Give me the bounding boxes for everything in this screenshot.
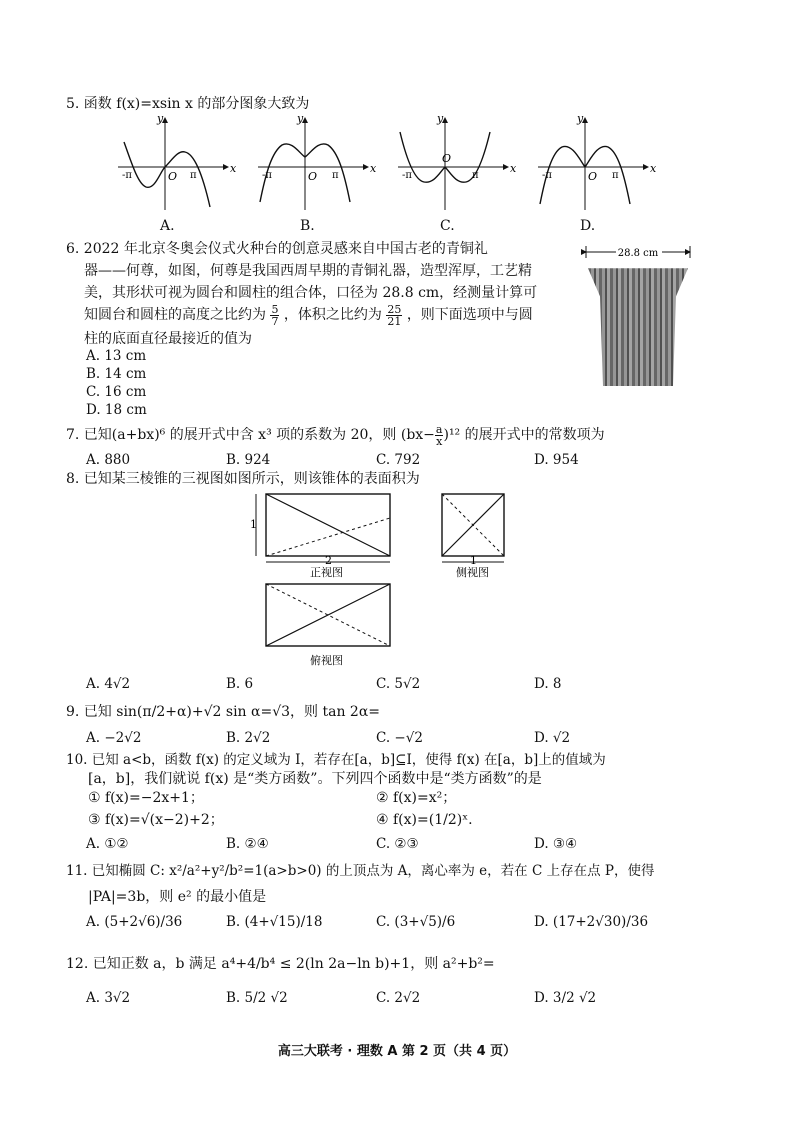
q6-line1: 6. 2022 年北京冬奥会仪式火种台的创意灵感来自中国古老的青铜礼 xyxy=(66,241,488,257)
q12-option-c[interactable]: C. 2√2 xyxy=(376,990,421,1006)
graph-c-label: C. xyxy=(440,218,455,234)
q8-three-views xyxy=(250,490,530,670)
q11-option-a[interactable]: A. (5+2√6)/36 xyxy=(86,914,183,930)
q9-option-b[interactable]: B. 2√2 xyxy=(226,730,271,746)
q7-stem xyxy=(66,420,605,450)
pi-label: π xyxy=(612,170,619,181)
q10-line2: [a，b]，我们就说 f(x) 是“类方函数”。下列四个函数中是“类方函数”的是 xyxy=(88,771,542,787)
graph-c xyxy=(398,112,517,210)
origin-label: O xyxy=(442,152,452,165)
q7-paren-b: )¹² xyxy=(443,427,461,443)
q11-line1: 11. 已知椭圆 C: x²/a²+y²/b²=1(a>b>0) 的上顶点为 A，离心率为 e，若在 C 上存在点 P，使得 xyxy=(66,863,655,879)
q6-option-b[interactable]: B. 14 cm xyxy=(86,366,147,382)
q9-option-a[interactable]: A. −2√2 xyxy=(86,730,142,746)
q6-line3: 美，其形状可视为圆台和圆柱的组合体，口径为 28.8 cm，经测量计算可 xyxy=(84,285,538,301)
q6-line4-c: ，则下面选项中与圆 xyxy=(406,307,533,323)
q12-stem: 12. 已知正数 a，b 满足 a⁴+4/b⁴ ≤ 2(ln 2a−ln b)+1，则 a²+b²= xyxy=(66,956,495,972)
q6-frac2: $\frac{25}{21}$ xyxy=(387,302,402,328)
graph-a xyxy=(118,112,237,210)
q11-option-b[interactable]: B. (4+√15)/18 xyxy=(226,914,323,930)
graph-b xyxy=(258,112,377,210)
graph-b-label: B. xyxy=(300,218,315,234)
photo-caption: 28.8 cm xyxy=(617,248,659,259)
q10-f2: ② f(x)=x²； xyxy=(376,790,457,806)
q6-line4-b: ，体积之比约为 xyxy=(283,307,382,323)
pi-label: π xyxy=(332,170,339,181)
q9-option-d[interactable]: D. √2 xyxy=(534,730,571,746)
neg-pi-label: -π xyxy=(122,170,132,181)
q8-option-c[interactable]: C. 5√2 xyxy=(376,676,421,692)
q11-option-c[interactable]: C. (3+√5)/6 xyxy=(376,914,456,930)
q10-f1: ① f(x)=−2x+1； xyxy=(88,790,204,806)
q6-option-c[interactable]: C. 16 cm xyxy=(86,384,147,400)
q12-option-d[interactable]: D. 3/2 √2 xyxy=(534,990,597,1006)
q10-option-a[interactable]: A. ①② xyxy=(86,836,129,852)
q10-f3: ③ f(x)=√(x−2)+2； xyxy=(88,812,224,828)
q6-option-d[interactable]: D. 18 cm xyxy=(86,402,147,418)
axis-x-label: x xyxy=(650,162,657,175)
q7-text-a: 7. 已知(a+bx)⁶ 的展开式中含 x³ 项的系数为 20，则 xyxy=(66,427,397,443)
q7-text-b: 的展开式中的常数项为 xyxy=(464,427,605,443)
pi-label: π xyxy=(472,170,479,181)
q8-stem: 8. 已知某三棱锥的三视图如图所示，则该锥体的表面积为 xyxy=(66,471,420,487)
side-view xyxy=(442,494,504,579)
axis-y-label: y xyxy=(437,112,444,125)
q6-line4-a: 知圆台和圆柱的高度之比约为 xyxy=(84,307,266,323)
q6-line5: 柱的底面直径最接近的值为 xyxy=(84,331,252,347)
q9-option-c[interactable]: C. −√2 xyxy=(376,730,423,746)
q7-option-d[interactable]: D. 954 xyxy=(534,452,579,468)
q6-line2: 器——何尊，如图，何尊是我国西周早期的青铜礼器，造型浑厚，工艺精 xyxy=(84,263,532,279)
q11-option-d[interactable]: D. (17+2√30)/36 xyxy=(534,914,649,930)
q5-stem: 5. 函数 f(x)=xsin x 的部分图象大致为 xyxy=(66,96,310,112)
origin-label: O xyxy=(308,170,318,183)
q9-stem: 9. 已知 sin(π/2+α)+√2 sin α=√3，则 tan 2α= xyxy=(66,704,381,720)
neg-pi-label: -π xyxy=(262,170,272,181)
top-view-label: 俯视图 xyxy=(310,654,343,667)
q10-option-c[interactable]: C. ②③ xyxy=(376,836,419,852)
neg-pi-label: -π xyxy=(402,170,412,181)
bronze-vessel-image xyxy=(588,258,688,386)
axis-y-label: y xyxy=(297,112,304,125)
axis-y-label: y xyxy=(157,112,164,125)
q10-line1: 10. 已知 a<b，函数 f(x) 的定义域为 I，若存在[a，b]⊆I，使得 f(x) 在[a，b]上的值域为 xyxy=(66,752,606,768)
q7-paren-a: (bx− xyxy=(400,427,435,443)
axis-y-label: y xyxy=(577,112,584,125)
axis-x-label: x xyxy=(510,162,517,175)
origin-label: O xyxy=(588,170,598,183)
q7-option-b[interactable]: B. 924 xyxy=(226,452,271,468)
q10-f4: ④ f(x)=(1/2)ˣ. xyxy=(376,812,473,828)
q10-option-d[interactable]: D. ③④ xyxy=(534,836,578,852)
front-view-label: 正视图 xyxy=(310,566,343,579)
side-width-dim: 1 xyxy=(470,554,477,567)
top-view xyxy=(266,584,390,667)
graph-d-label: D. xyxy=(580,218,596,234)
front-height-dim: 1 xyxy=(250,518,257,531)
q12-option-b[interactable]: B. 5/2 √2 xyxy=(226,990,288,1006)
q6-frac1: $\frac{5}{7}$ xyxy=(271,302,279,328)
front-width-dim: 2 xyxy=(325,554,332,567)
q6-line4 xyxy=(84,300,533,330)
q7-option-a[interactable]: A. 880 xyxy=(86,452,131,468)
axis-x-label: x xyxy=(370,162,377,175)
q12-option-a[interactable]: A. 3√2 xyxy=(86,990,131,1006)
q6-option-a[interactable]: A. 13 cm xyxy=(86,348,147,364)
side-view-label: 侧视图 xyxy=(456,566,489,579)
q10-option-b[interactable]: B. ②④ xyxy=(226,836,269,852)
q8-option-a[interactable]: A. 4√2 xyxy=(86,676,131,692)
origin-label: O xyxy=(168,170,178,183)
pi-label: π xyxy=(190,170,197,181)
graph-d xyxy=(538,112,657,210)
q11-line2: |PA|=3b，则 e² 的最小值是 xyxy=(88,889,267,905)
graph-a-label: A. xyxy=(160,218,175,234)
q8-option-d[interactable]: D. 8 xyxy=(534,676,562,692)
axis-x-label: x xyxy=(230,162,237,175)
neg-pi-label: -π xyxy=(542,170,552,181)
q8-option-b[interactable]: B. 6 xyxy=(226,676,254,692)
q5-graphs xyxy=(110,112,670,217)
page-footer: 高三大联考 · 理数 A 第 2 页（共 4 页） xyxy=(277,1044,517,1059)
q7-frac: $\frac{a}{x}$ xyxy=(435,422,443,448)
front-view xyxy=(250,494,390,579)
q7-option-c[interactable]: C. 792 xyxy=(376,452,421,468)
photo-dimension xyxy=(580,244,696,260)
